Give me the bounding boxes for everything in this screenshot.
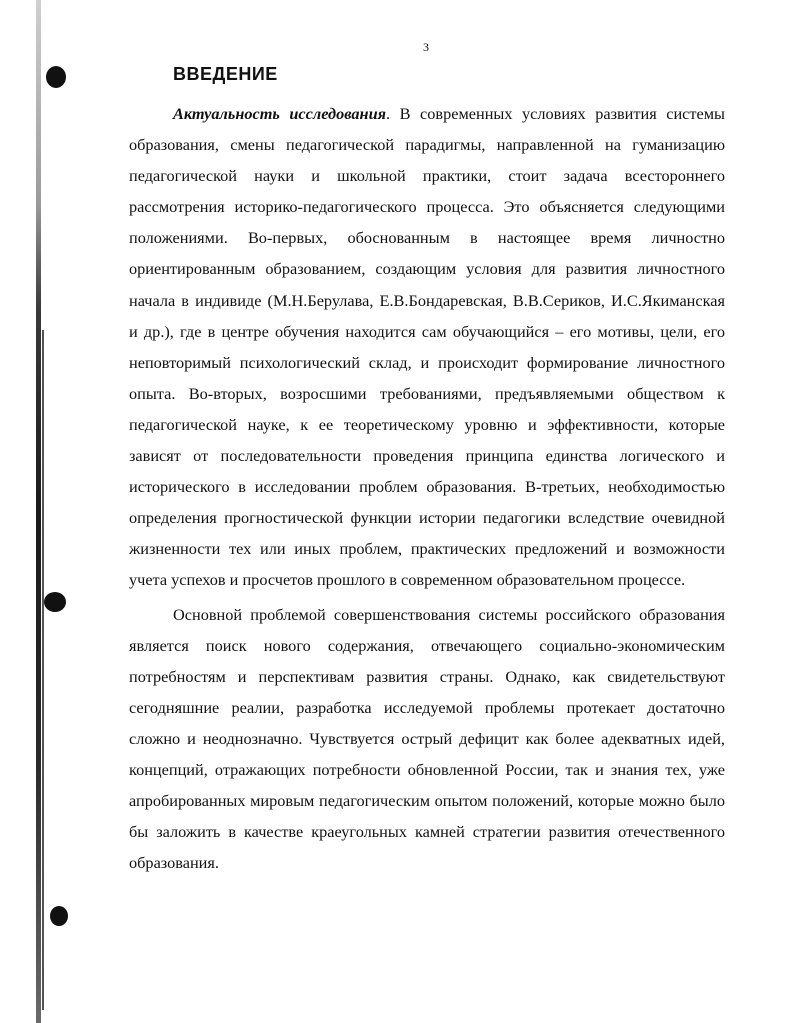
paragraph-main-problem [129,599,725,879]
scan-edge-line [42,330,44,1010]
paragraph-lead-term: Актуальность исследования [173,104,387,123]
page-number: 3 [423,40,429,54]
binding-hole-mark [44,592,66,612]
paragraph-text: . В современных условиях развития системы образования, смены педагогической парадигмы, направленной на гуманизацию педагогической науки и школьной практики, стоит задача всестороннего рассмотрения историко-педагогического процесса. Это объясняется следующими положениями. Во-первых, обоснованным в настоящее время личностно ориентированным образованием, создающим условия для развития личностного начала в индивиде (М.Н.Берулава, Е.В.Бондаревская, В.В.Сериков, И.С.Якиманская и др.), где в центре обучения находится сам обучающийся – его мотивы, цели, его неповторимый психологический склад, и происходит формирование личностного опыта. Во-вторых, возросшими требованиями, предъявляемыми обществом к педагогической науке, к ее теоретическому уровню и эффективности, которые зависят от последовательности проведения принципа единства логического и исторического в исследовании проблем образования. В-третьих, необходимостью определения прогностической функции истории педагогики вследствие очевидной жизненности тех или иных проблем, практических предложений и возможности учета успехов и просчетов прошлого в современном образовательном процессе. [129,104,725,590]
document-body [129,98,725,878]
paragraph-text: Основной проблемой совершенствования системы российского образования является поиск нового содержания, отвечающего социально-экономическим потребностям и перспективам развития страны. Однако, как свидетельствуют сегодняшние реалии, разработка исследуемой проблемы протекает достаточно сложно и неоднозначно. Чувствуется острый дефицит как более адекватных идей, концепций, отражающих потребности обновленной России, так и знания тех, уже апробированных мировым педагогическим опытом положений, которые можно было бы заложить в качестве краеугольных камней стратегии развития отечественного образования. [129,604,725,873]
binding-hole-mark [46,66,66,88]
scan-edge [36,0,41,1023]
paragraph-relevance [129,98,725,596]
binding-hole-mark [50,906,68,926]
section-heading: ВВЕДЕНИЕ [173,64,278,84]
